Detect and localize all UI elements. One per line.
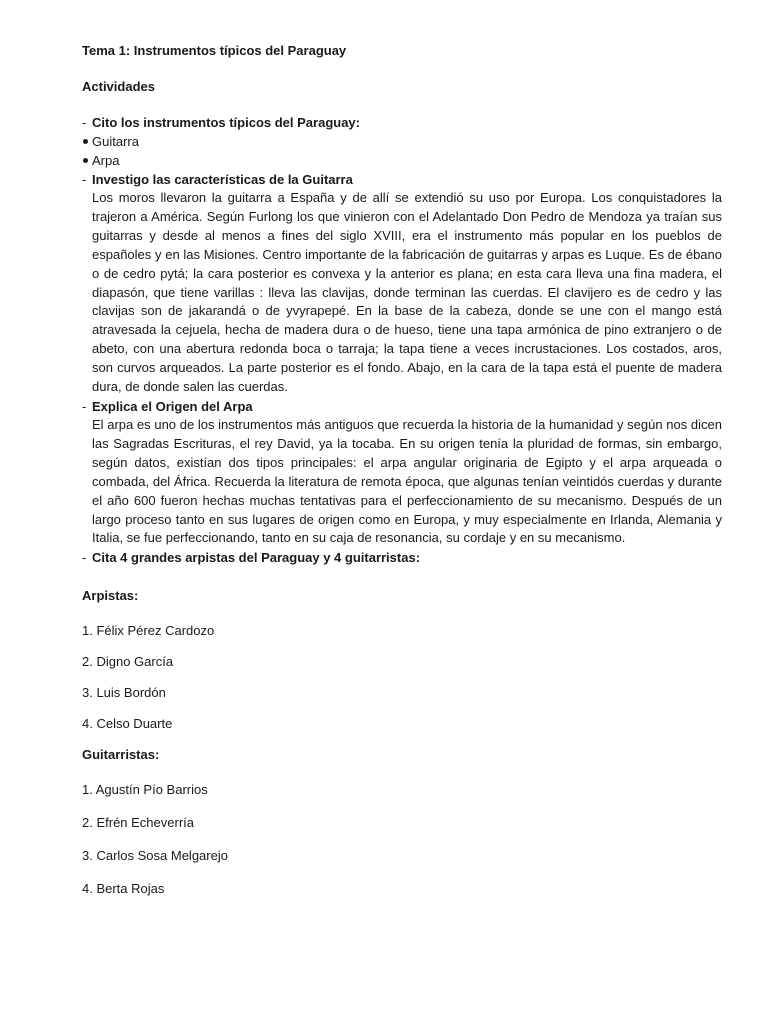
paragraph-arpa: El arpa es uno de los instrumentos más antiguos que recuerda la historia de la humanidad y según nos dicen las Sagradas Escrituras, el rey David, ya la tocaba. En su origen tenía la pluridad de formas, sin embargo, según datos, existían dos tipos principales: el arpa angular originaria de Egipto y el arpa arqueada o combada, del África. Recuerda la literatura de remota época, que algunas tenían veintidós cuerdas y durante el año 600 fueron hechas muchas tentativas para el perfeccionamiento de su mecanismo. Después de un largo proceso tanto en sus lugares de origen como en Europa, y muy especialmente en Irlanda, Alemania y Italia, se fue perfeccionando, tanto en su caja de resonancia, su cordaje y en su mecanismo. (92, 416, 722, 546)
list-item: 4. Berta Rojas (82, 881, 165, 897)
document-page (82, 41, 722, 912)
list-item: 3. Luis Bordón (82, 685, 166, 701)
arpistas-label: Arpistas: (82, 588, 139, 604)
section-heading-instrumentos: - Cito los instrumentos típicos del Paraguay: (82, 113, 722, 132)
section-heading-artistas: - Cita 4 grandes arpistas del Paraguay y 4 guitarristas: (82, 548, 722, 567)
list-item: 2. Efrén Echeverría (82, 815, 194, 831)
section-heading-guitarra: - Investigo las características de la Guitarra (82, 170, 722, 189)
guitarristas-label: Guitarristas: (82, 747, 160, 763)
paragraph-guitarra: Los moros llevaron la guitarra a España y de allí se extendió su uso por Europa. Los conquistadores la trajeron a América. Según Furlong los que vinieron con el Adelantado Don Pedro de Mendoza ya traían sus guitarras y desde al menos a fines del siglo XVIII, era el instrumento más popular en los pueblos de españoles y en las Misiones. Centro importante de la fabricación de guitarras y arpas es Luque. Es de ébano o de cedro pytá; la cara posterior es convexa y la anterior es plana; en esta cara lleva una fina madera, el diapasón, que tiene varillas : lleva las clavijas, donde terminan las cuerdas. El clavijero es de cedro y las clavijas son de jakarandá o de yvyrapepé. En la base de la cabeza, donde se une con el mango está atravesada la cejuela, hecha de madera dura o de hueso, tiene una tapa armónica de pino extranjero o de abeto, con una abertura redonda boca o tarraja; la tapa tiene a veces incrustaciones. Los costados, aros, son curvos arqueados. La parte posterior es el fondo. Abajo, en la cara de la tapa está el puente de madera dura, de donde salen las cuerdas. (92, 190, 722, 395)
document-title: Tema 1: Instrumentos típicos del Paraguay (82, 43, 347, 58)
list-item: 2. Digno García (82, 654, 174, 670)
list-item: 4. Celso Duarte (82, 716, 173, 732)
section-heading-arpa: - Explica el Origen del Arpa (82, 397, 722, 416)
list-item: 3. Carlos Sosa Melgarejo (82, 848, 228, 864)
list-item: Guitarra (82, 132, 722, 151)
arpistas-list (82, 586, 722, 733)
document-subtitle: Actividades (82, 79, 155, 94)
guitarristas-list (82, 745, 722, 898)
list-item: 1. Félix Pérez Cardozo (82, 623, 215, 639)
list-item: Arpa (82, 151, 722, 170)
list-item: 1. Agustín Pío Barrios (82, 782, 208, 798)
